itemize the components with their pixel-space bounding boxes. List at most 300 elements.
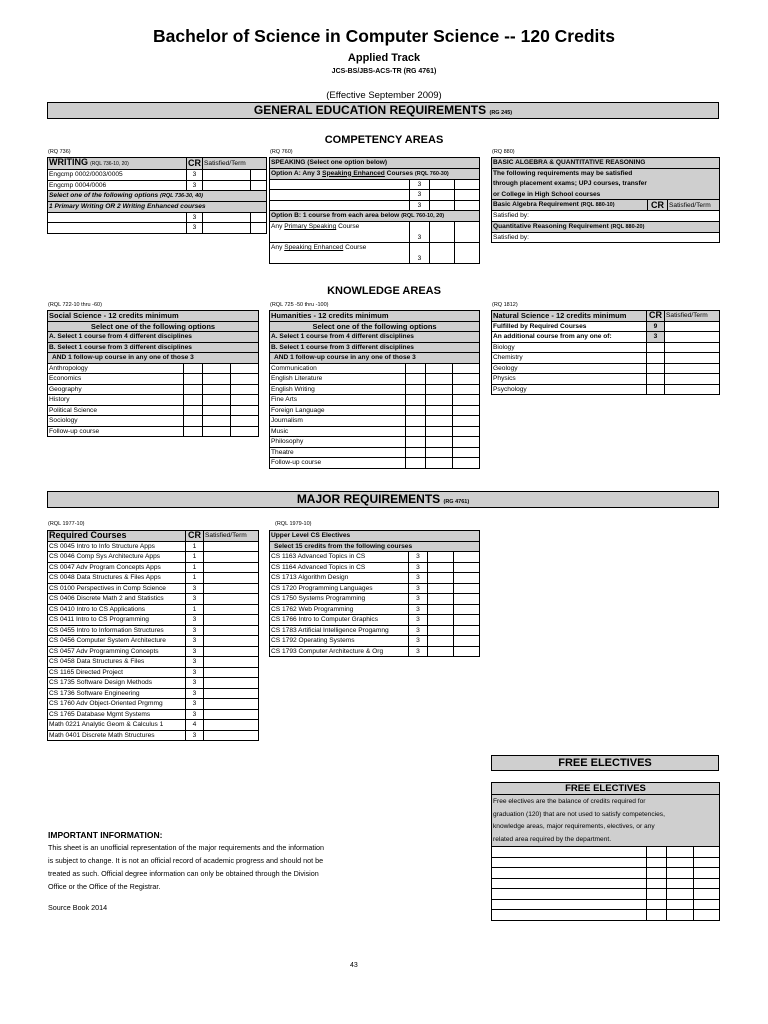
table-row [48,573,259,584]
required-header [48,531,259,542]
satisfied-cell[interactable] [665,353,720,364]
table-row [270,583,480,594]
satisfied-cell[interactable] [204,552,259,563]
term-cell[interactable] [455,222,480,243]
cr-header [648,200,668,211]
table-row [270,200,480,211]
satisfied-cell[interactable] [203,416,231,427]
primary-post: Course [336,223,360,230]
term-cell[interactable] [694,910,720,921]
cr-cell[interactable] [406,405,426,416]
course-name: Math 0221 Analytic Geom & Calculus 1 [48,720,186,731]
table-row [48,667,259,678]
speaking-head: SPEAKING (Select one option below) [270,158,480,169]
social-header [48,311,259,322]
satisfied-cell[interactable] [426,374,453,385]
cr-cell[interactable] [647,868,667,879]
course-cr: 1 [186,573,204,584]
term-cell[interactable] [454,636,480,647]
satisfied-cell[interactable] [426,437,453,448]
term-cell[interactable] [251,212,267,223]
table-row [270,562,480,573]
table-row [270,615,480,626]
cr-cell[interactable] [647,847,667,858]
satisfied-cell[interactable] [667,878,694,889]
basic-algebra-label [492,200,648,211]
term-cell[interactable] [231,416,259,427]
algebra-line [492,179,720,190]
satisfied-cell[interactable] [204,709,259,720]
course-name: CS 0411 Intro to CS Programming [48,615,186,626]
course-cr: 3 [187,212,203,223]
cr-cell[interactable] [406,363,426,374]
info-line: Office or the Office of the Registrar. [48,882,161,891]
table-row [492,847,720,858]
free-header [492,783,720,795]
algebra-line-0: The following requirements may be satisfied [492,168,720,179]
satisfied-cell[interactable] [428,552,454,563]
cr-cell[interactable] [406,416,426,427]
algebra-cr-label: CR [651,199,664,210]
course-name[interactable] [48,212,187,223]
satisfied-cell[interactable] [203,180,251,191]
satisfied-cell[interactable] [426,416,453,427]
course-name: CS 0100 Perspectives in Comp Science [48,583,186,594]
course-name: CS 1792 Operating Systems [270,636,409,647]
satisfied-cell[interactable] [204,625,259,636]
table-row [48,384,259,395]
free-line: Free electives are the balance of credits required for [493,798,646,805]
track-subtitle: Applied Track [347,52,421,64]
term-cell[interactable] [694,868,720,879]
term-cell[interactable] [231,384,259,395]
course-name: CS 0047 Adv Program Concepts Apps [48,562,186,573]
free-description [492,795,720,847]
cr-cell[interactable] [647,342,665,353]
satisfied-header: Satisfied/Term [668,200,720,211]
social-select-text: Select one of the following options [48,321,259,332]
satisfied-cell[interactable] [204,646,259,657]
cr-cell[interactable] [184,426,203,437]
satisfied-cell[interactable] [665,374,720,385]
table-row [48,583,259,594]
course-name[interactable] [492,899,647,910]
cr-cell[interactable] [184,363,203,374]
course-cr: 3 [186,688,204,699]
enhanced-speaking-label [270,243,410,264]
quant-text: Quantitative Reasoning Requirement [493,222,609,230]
cr-cell[interactable] [406,437,426,448]
speaking-option-b [270,211,480,222]
satisfied-cell[interactable] [203,374,231,385]
cr-cell[interactable] [647,353,665,364]
table-row [270,458,480,469]
table-row [270,222,480,243]
satisfied-cell[interactable] [430,190,455,201]
required-ref: (RQL 1977-10) [48,521,85,527]
table-row [492,384,720,395]
term-cell[interactable] [694,847,720,858]
cr-header-label: CR [188,158,201,168]
enhanced-underlined: Speaking Enhanced [284,244,344,251]
satisfied-cell[interactable] [428,615,454,626]
cr-cell[interactable] [406,458,426,469]
satisfied-cell[interactable] [203,395,231,406]
term-cell[interactable] [455,190,480,201]
term-cell[interactable] [231,426,259,437]
cr-cell[interactable] [647,899,667,910]
fulfilled-label: Fulfilled by Required Courses [492,321,647,332]
table-row [492,232,720,243]
required-cr-label: CR [188,530,201,541]
term-cell[interactable] [231,395,259,406]
course-name[interactable] [270,190,410,201]
natural-fulfilled-row [492,321,720,332]
table-row [270,594,480,605]
table-row [48,657,259,668]
term-cell[interactable] [453,426,480,437]
satisfied-cell[interactable] [204,562,259,573]
satisfied-cell[interactable] [203,170,251,181]
course-name[interactable] [492,847,647,858]
cr-cell[interactable] [647,910,667,921]
algebra-line-1: through placement exams; UPJ courses, transfer [492,179,720,190]
satisfied-cell[interactable] [203,384,231,395]
term-cell[interactable] [453,374,480,385]
upper-electives-table [269,530,480,657]
cr-cell[interactable] [184,395,203,406]
required-head [48,531,186,542]
course-cr: 1 [186,562,204,573]
cr-cell[interactable] [406,374,426,385]
satisfied-cell[interactable] [665,332,720,343]
satisfied-cell[interactable] [428,604,454,615]
table-row [48,615,259,626]
writing-option-label [48,191,267,202]
program-code: JCS-BS/JBS-ACS-TR (RG 4761) [331,68,437,75]
satisfied-cell[interactable] [204,720,259,731]
discipline-name: Economics [48,374,184,385]
social-head: Social Science - 12 credits minimum [48,311,259,322]
satisfied-cell[interactable] [667,857,694,868]
course-name: CS 1736 Software Engineering [48,688,186,699]
term-cell[interactable] [454,625,480,636]
term-cell[interactable] [231,363,259,374]
satisfied-header: Satisfied/Term [665,311,720,322]
humanities-and [270,353,480,364]
course-name[interactable] [492,889,647,900]
term-cell[interactable] [453,363,480,374]
course-name: Engcmp 0002/0003/0005 [48,170,187,181]
satisfied-cell[interactable] [204,678,259,689]
table-row [48,562,259,573]
table-row [492,899,720,910]
writing-option-ref: (RQL 736-30, 40) [160,193,204,199]
course-name: CS 1720 Programming Languages [270,583,409,594]
course-name: CS 0046 Comp Sys Architecture Apps [48,552,186,563]
option-a-post: Courses [384,169,414,177]
satisfied-cell[interactable] [203,212,251,223]
table-row [270,552,480,563]
term-cell[interactable] [694,857,720,868]
table-row [48,541,259,552]
table-row [48,730,259,741]
natural-cr-label: CR [649,310,662,321]
satisfied-cell[interactable] [665,363,720,374]
satisfied-cell[interactable] [204,615,259,626]
term-cell[interactable] [251,223,267,234]
cr-cell[interactable] [406,447,426,458]
satisfied-cell[interactable] [204,636,259,647]
social-option-b [48,342,259,353]
important-info-title: IMPORTANT INFORMATION: [48,830,163,840]
satisfied-cell[interactable] [667,899,694,910]
satisfied-cell[interactable] [665,384,720,395]
satisfied-cell[interactable] [426,405,453,416]
natural-header [492,311,720,322]
satisfied-cell[interactable] [203,223,251,234]
term-cell[interactable] [455,243,480,264]
quant-label [492,221,720,232]
course-name[interactable] [270,200,410,211]
course-name[interactable] [48,223,187,234]
cr-cell[interactable] [647,384,665,395]
term-cell[interactable] [694,878,720,889]
term-cell[interactable] [231,374,259,385]
course-name: CS 0045 Intro to Info Structure Apps [48,541,186,552]
cr-cell[interactable] [647,878,667,889]
course-cr: 3 [409,604,428,615]
speaking-ref: (RQ 760) [270,149,293,155]
course-name[interactable] [492,868,647,879]
quant-row [492,221,720,232]
discipline-name: Physics [492,374,647,385]
term-cell[interactable] [453,384,480,395]
satisfied-cell[interactable] [204,604,259,615]
table-row [48,426,259,437]
speaking-header [270,158,480,169]
discipline-name: Anthropology [48,363,184,374]
course-name[interactable] [492,878,647,889]
satisfied-cell[interactable] [667,889,694,900]
term-cell[interactable] [453,437,480,448]
term-cell[interactable] [455,200,480,211]
satisfied-cell[interactable] [204,594,259,605]
discipline-name: Communication [270,363,406,374]
cr-cell[interactable] [184,384,203,395]
term-cell[interactable] [454,562,480,573]
course-name: CS 1164 Advanced Topics in CS [270,562,409,573]
satisfied-cell[interactable] [204,667,259,678]
writing-options-row [48,191,267,202]
major-banner-ref: (RG 4761) [443,499,470,505]
satisfied-by-2[interactable]: Satisfied by: [492,232,720,243]
satisfied-cell[interactable] [203,363,231,374]
course-cr: 3 [410,200,430,211]
course-cr: 3 [186,667,204,678]
term-cell[interactable] [454,646,480,657]
satisfied-cell[interactable] [428,562,454,573]
course-cr: 3 [410,190,430,201]
course-cr: 3 [410,243,430,264]
term-cell[interactable] [454,594,480,605]
satisfied-cell[interactable] [426,426,453,437]
humanities-option-b [270,342,480,353]
course-cr: 3 [186,646,204,657]
speaking-option-a [270,168,480,179]
satisfied-cell[interactable] [428,646,454,657]
satisfied-cell[interactable] [204,657,259,668]
cr-cell[interactable] [647,374,665,385]
satisfied-cell[interactable] [426,384,453,395]
algebra-line-2: or College in High School courses [492,189,720,200]
table-row [270,363,480,374]
term-cell[interactable] [251,170,267,181]
satisfied-cell[interactable] [428,594,454,605]
term-cell[interactable] [694,899,720,910]
satisfied-cell[interactable] [430,179,455,190]
satisfied-cell[interactable] [204,688,259,699]
satisfied-cell[interactable] [665,321,720,332]
term-cell[interactable] [454,583,480,594]
table-row [270,604,480,615]
course-name[interactable] [492,857,647,868]
satisfied-cell[interactable] [430,200,455,211]
term-cell[interactable] [454,573,480,584]
satisfied-cell[interactable] [204,541,259,552]
term-cell[interactable] [454,604,480,615]
term-cell[interactable] [231,405,259,416]
satisfied-cell[interactable] [428,625,454,636]
cr-cell[interactable] [647,363,665,374]
course-name: CS 1762 Web Programming [270,604,409,615]
satisfied-cell[interactable] [428,636,454,647]
course-name: CS 1713 Algorithm Design [270,573,409,584]
term-cell[interactable] [454,552,480,563]
algebra-head: BASIC ALGEBRA & QUANTITATIVE REASONING [492,158,720,169]
satisfied-by[interactable]: Satisfied by: [492,211,720,222]
satisfied-cell[interactable] [204,730,259,741]
term-cell[interactable] [453,458,480,469]
table-row [270,437,480,448]
satisfied-cell[interactable] [426,363,453,374]
satisfied-cell[interactable] [430,222,455,243]
social-option-a-text: A. Select 1 course from 4 different disciplines [48,332,259,343]
table-row [492,211,720,222]
satisfied-cell[interactable] [203,405,231,416]
table-row [48,363,259,374]
satisfied-cell[interactable] [665,342,720,353]
term-cell[interactable] [454,615,480,626]
info-line: is subject to change. It is not an official record of academic progress and should not be [48,856,324,865]
required-head-label: Required Courses [49,530,127,541]
satisfied-cell[interactable] [426,458,453,469]
course-name: CS 0048 Data Structures & Files Apps [48,573,186,584]
satisfied-cell[interactable] [667,868,694,879]
algebra-header [492,158,720,169]
humanities-option-b-text: B. Select 1 course from 3 different disciplines [270,342,480,353]
effective-date: (Effective September 2009) [326,90,442,101]
discipline-name: Follow-up course [48,426,184,437]
course-cr: 3 [409,594,428,605]
course-cr: 3 [186,583,204,594]
required-courses-table [47,530,259,741]
humanities-select-text: Select one of the following options [270,321,480,332]
cr-cell[interactable] [184,405,203,416]
course-name[interactable] [270,179,410,190]
satisfied-cell[interactable] [667,847,694,858]
table-row [492,342,720,353]
cr-cell[interactable] [647,889,667,900]
cr-cell[interactable] [406,384,426,395]
course-cr: 3 [186,699,204,710]
cr-cell[interactable] [406,395,426,406]
satisfied-cell[interactable] [204,583,259,594]
cr-cell[interactable] [406,426,426,437]
satisfied-header: Satisfied/Term [203,158,267,170]
term-cell[interactable] [453,395,480,406]
humanities-table [269,310,480,469]
course-cr: 3 [409,583,428,594]
writing-options-row-2 [48,202,267,213]
course-cr: 3 [409,562,428,573]
option-a-ref: (RQL 760-30) [414,170,449,177]
term-cell[interactable] [453,447,480,458]
satisfied-cell[interactable] [428,573,454,584]
course-name: CS 0456 Computer System Architecture [48,636,186,647]
term-cell[interactable] [453,405,480,416]
cr-cell[interactable] [184,374,203,385]
satisfied-cell[interactable] [430,243,455,264]
cr-cell[interactable] [184,416,203,427]
satisfied-cell[interactable] [426,447,453,458]
humanities-option-a [270,332,480,343]
writing-head-label: WRITING [49,157,88,167]
writing-head-ref: (RQL 736-10, 20) [90,161,129,167]
table-row [270,573,480,584]
competency-title: COMPETENCY AREAS [324,134,444,146]
table-row [270,395,480,406]
social-and-text: AND 1 follow-up course in any one of those 3 [48,353,259,364]
satisfied-cell[interactable] [204,573,259,584]
satisfied-cell[interactable] [667,910,694,921]
satisfied-cell[interactable] [426,395,453,406]
course-name: CS 0455 Intro to Information Structures [48,625,186,636]
table-row [270,243,480,264]
table-row [492,910,720,921]
course-name[interactable] [492,910,647,921]
course-name: Engcmp 0004/0006 [48,180,187,191]
satisfied-cell[interactable] [203,426,231,437]
discipline-name: Foreign Language [270,405,406,416]
satisfied-cell[interactable] [204,699,259,710]
discipline-name: Geography [48,384,184,395]
additional-label: An additional course from any one of: [492,332,647,343]
table-row [492,868,720,879]
satisfied-cell[interactable] [428,583,454,594]
term-cell[interactable] [453,416,480,427]
discipline-name: Political Science [48,405,184,416]
term-cell[interactable] [251,180,267,191]
term-cell[interactable] [694,889,720,900]
natural-additional-row [492,332,720,343]
discipline-name: English Literature [270,374,406,385]
cr-cell[interactable] [647,857,667,868]
free-head: FREE ELECTIVES [492,783,720,795]
option-b-text: Option B: 1 course from each area below [271,212,400,219]
social-table [47,310,259,437]
term-cell[interactable] [455,179,480,190]
